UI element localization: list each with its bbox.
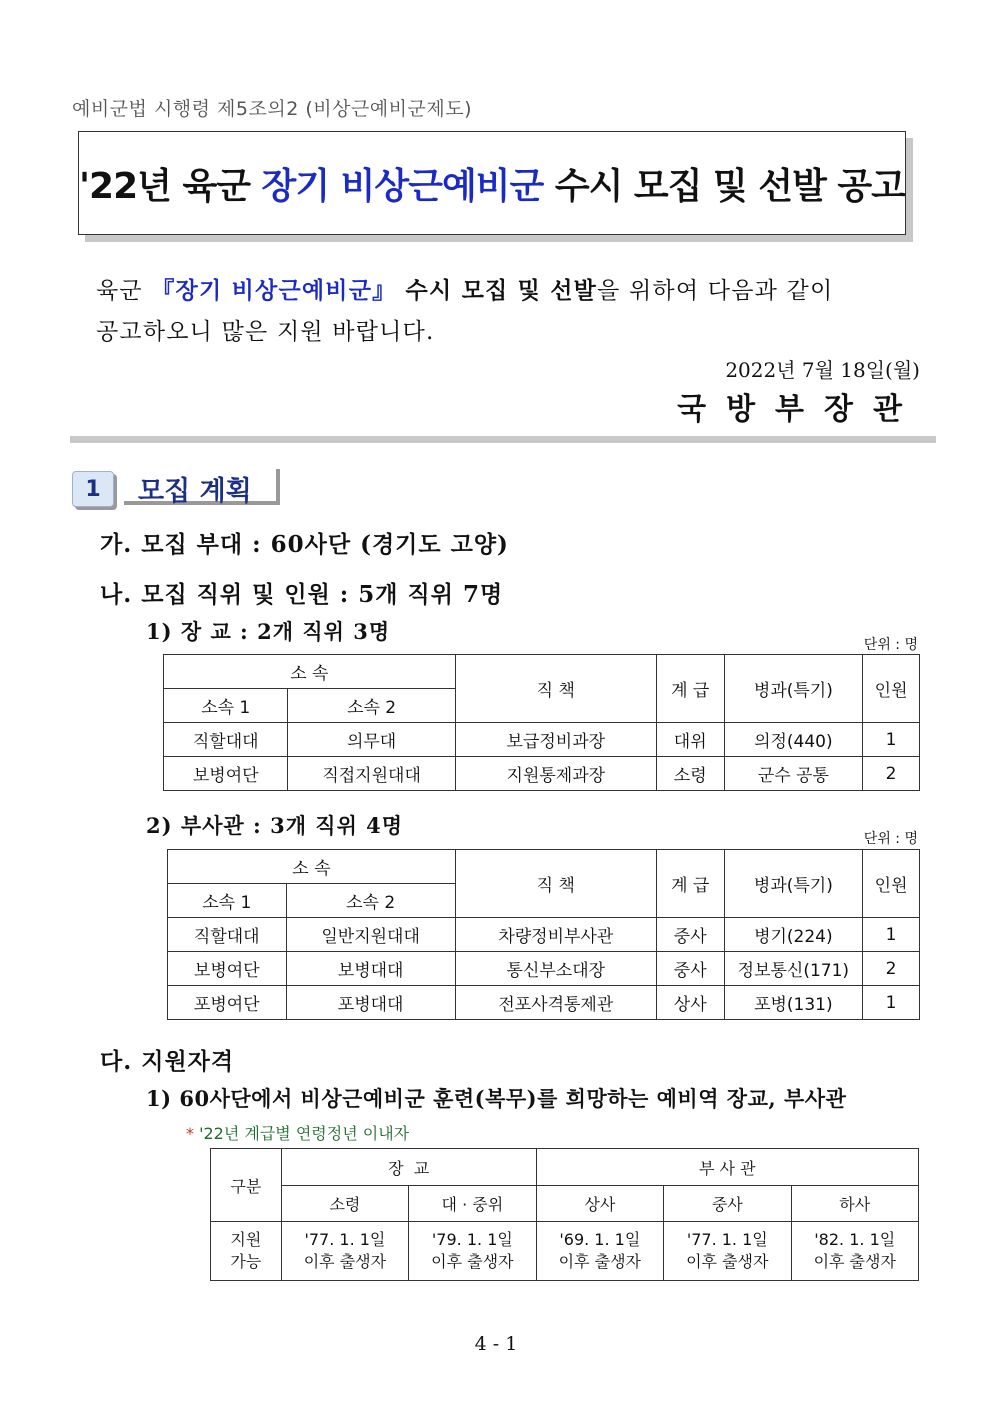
cell-birth-limit — [409, 1222, 536, 1281]
header-affiliation: 소 속 — [168, 850, 456, 884]
cell-duty: 보급정비과장 — [455, 723, 656, 757]
officer-heading: 1) 장 교 : 2개 직위 3명 — [146, 619, 391, 644]
section-title: 모집 계획 — [124, 469, 280, 505]
intro-program-name: 『장기 비상근예비군』 — [151, 277, 397, 304]
header-count: 인원 — [863, 850, 920, 918]
cell-duty: 전포사격통제관 — [455, 986, 656, 1020]
cell-branch: 군수 공통 — [724, 757, 863, 791]
header-branch: 병과(특기) — [724, 655, 863, 723]
birth-suffix: 이후 출생자 — [686, 1252, 769, 1271]
cell-rank: 소령 — [656, 757, 724, 791]
header-branch: 병과(특기) — [724, 850, 863, 918]
cell-count: 1 — [863, 918, 920, 952]
header-affiliation-1: 소속 1 — [168, 884, 287, 918]
header-rank: 계 급 — [656, 655, 724, 723]
header-rank-staff-sergeant: 하사 — [791, 1186, 919, 1222]
header-officer: 장 교 — [281, 1149, 536, 1186]
header-rank-captain-lieutenant: 대 · 중위 — [409, 1186, 536, 1222]
cell-affiliation-2: 일반지원대대 — [286, 918, 455, 952]
table-row — [168, 918, 920, 952]
cell-affiliation-2: 직접지원대대 — [288, 757, 455, 791]
item-recruit-unit: 가. 모집 부대 : 60사단 (경기도 고양) — [100, 531, 509, 558]
cell-branch: 정보통신(171) — [724, 952, 863, 986]
intro-part-5: 공고하오니 많은 지원 바랍니다. — [96, 319, 435, 345]
cell-branch: 병기(224) — [724, 918, 863, 952]
header-affiliation-2: 소속 2 — [288, 689, 455, 723]
section-number-badge: 1 — [72, 471, 114, 507]
cell-duty: 통신부소대장 — [455, 952, 656, 986]
cell-branch: 의정(440) — [724, 723, 863, 757]
birth-date: '82. 1. 1일 — [814, 1230, 896, 1249]
cell-birth-limit — [281, 1222, 408, 1281]
table-row — [168, 952, 920, 986]
legal-reference: 예비군법 시행령 제5조의2 (비상근예비군제도) — [72, 98, 472, 120]
header-nco: 부 사 관 — [536, 1149, 918, 1186]
title-suffix: 수시 모집 및 선발 공고 — [543, 165, 905, 207]
table-row — [164, 757, 920, 791]
header-duty: 직 책 — [455, 850, 656, 918]
cell-birth-limit — [664, 1222, 791, 1281]
cell-rank: 중사 — [656, 952, 724, 986]
note-asterisk: * — [186, 1124, 194, 1143]
cell-affiliation-1: 직할대대 — [164, 723, 288, 757]
cell-rank: 중사 — [656, 918, 724, 952]
nco-heading: 2) 부사관 : 3개 직위 4명 — [146, 813, 404, 838]
nco-table — [167, 849, 920, 1020]
cell-branch: 포병(131) — [724, 986, 863, 1020]
intro-paragraph — [96, 270, 896, 353]
cell-affiliation-2: 포병대대 — [286, 986, 455, 1020]
cell-affiliation-2: 의무대 — [288, 723, 455, 757]
intro-part-4: 을 위하여 다음과 같이 — [597, 278, 834, 304]
header-rank-sergeant-first-class: 중사 — [664, 1186, 791, 1222]
header-affiliation-1: 소속 1 — [164, 689, 288, 723]
qualification-1: 1) 60사단에서 비상근예비군 훈련(복무)를 희망하는 예비역 장교, 부사관 — [146, 1086, 847, 1111]
intro-part-1: 육군 — [96, 278, 152, 304]
note-text: '22년 계급별 연령정년 이내자 — [194, 1124, 410, 1143]
announcement-title — [78, 131, 906, 235]
header-count: 인원 — [863, 655, 920, 723]
nco-unit-label: 단위 : 명 — [863, 831, 918, 847]
birth-suffix: 이후 출생자 — [558, 1252, 641, 1271]
officer-table — [163, 654, 920, 791]
title-prefix: '22년 육군 — [79, 165, 262, 207]
cell-affiliation-1: 보병여단 — [168, 952, 287, 986]
header-rank: 계 급 — [656, 850, 724, 918]
row-label-eligible: 지원 가능 — [211, 1222, 282, 1281]
table-row — [168, 986, 920, 1020]
cell-count: 1 — [863, 723, 920, 757]
cell-birth-limit — [791, 1222, 919, 1281]
birth-date: '77. 1. 1일 — [686, 1230, 768, 1249]
intro-part-3: 수시 모집 및 선발 — [396, 277, 598, 304]
cell-count: 2 — [863, 757, 920, 791]
title-highlight: 장기 비상근예비군 — [261, 165, 544, 207]
cell-affiliation-1: 보병여단 — [164, 757, 288, 791]
birth-date: '69. 1. 1일 — [559, 1230, 641, 1249]
item-qualifications: 다. 지원자격 — [100, 1048, 235, 1075]
table-row — [164, 723, 920, 757]
birth-suffix: 이후 출생자 — [813, 1252, 896, 1271]
header-rank-major: 소령 — [281, 1186, 408, 1222]
item-recruit-positions: 나. 모집 직위 및 인원 : 5개 직위 7명 — [100, 581, 504, 608]
cell-affiliation-2: 보병대대 — [286, 952, 455, 986]
cell-affiliation-1: 직할대대 — [168, 918, 287, 952]
birth-suffix: 이후 출생자 — [303, 1252, 387, 1271]
header-rank-master-sergeant: 상사 — [536, 1186, 663, 1222]
age-eligibility-table — [210, 1148, 919, 1281]
header-duty: 직 책 — [455, 655, 656, 723]
header-category: 구분 — [211, 1149, 282, 1222]
issuer-name: 국방부장관 — [677, 392, 922, 427]
page-number: 4 - 1 — [474, 1333, 518, 1355]
cell-affiliation-1: 포병여단 — [168, 986, 287, 1020]
officer-unit-label: 단위 : 명 — [863, 637, 918, 653]
divider — [70, 436, 936, 443]
cell-duty: 차량정비부사관 — [455, 918, 656, 952]
cell-duty: 지원통제과장 — [455, 757, 656, 791]
birth-suffix: 이후 출생자 — [431, 1252, 514, 1271]
birth-date: '77. 1. 1일 — [304, 1230, 386, 1249]
header-affiliation: 소 속 — [164, 655, 456, 689]
cell-count: 2 — [863, 952, 920, 986]
cell-birth-limit — [536, 1222, 663, 1281]
announcement-date: 2022년 7월 18일(월) — [725, 358, 920, 382]
cell-rank: 상사 — [656, 986, 724, 1020]
birth-date: '79. 1. 1일 — [431, 1230, 513, 1249]
table-row — [211, 1222, 919, 1281]
age-limit-note — [186, 1121, 409, 1144]
header-affiliation-2: 소속 2 — [286, 884, 455, 918]
cell-count: 1 — [863, 986, 920, 1020]
cell-rank: 대위 — [656, 723, 724, 757]
